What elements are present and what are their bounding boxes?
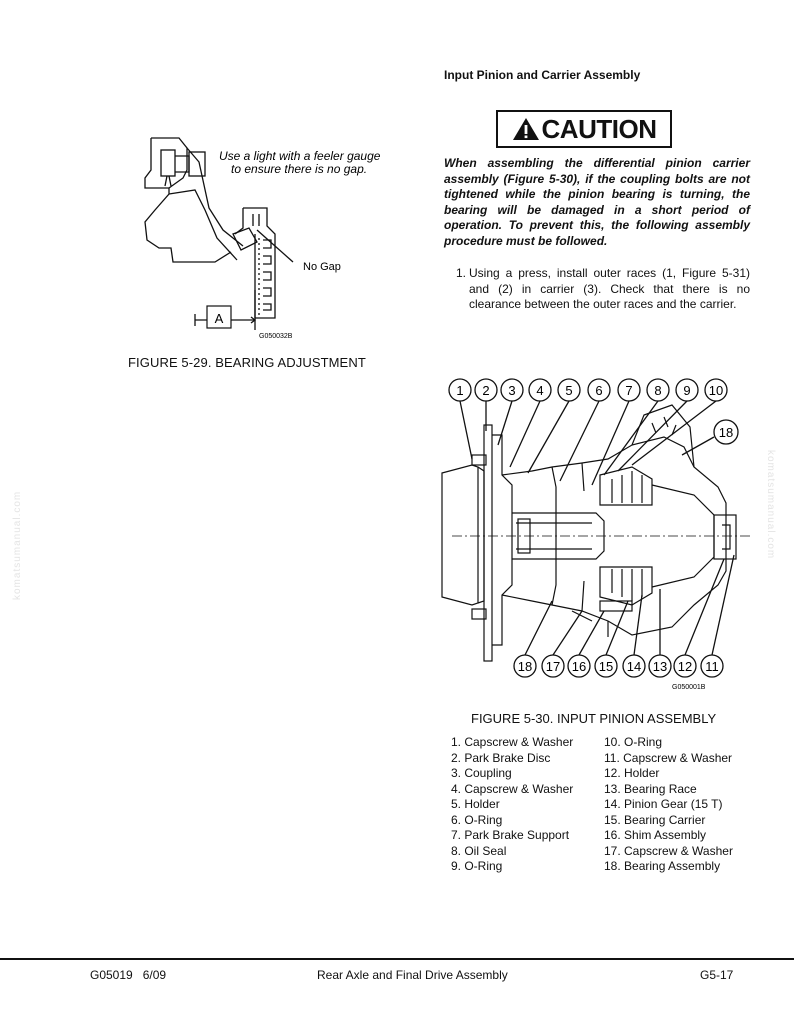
fig30-callout-14-bottom: 14: [626, 659, 642, 674]
caution-text: When assembling the differential pinion carrier assembly (Figure 5-30), if the coupling bolts are not tightened while the pinion bearing is turning, the bearing will be damaged in a short period of operation. To prevent this, the following assembly procedure must be followed.: [444, 156, 750, 248]
figure-5-29-caption: FIGURE 5-29. BEARING ADJUSTMENT: [128, 355, 366, 370]
legend-item: 6. O-Ring: [451, 812, 503, 827]
fig29-code: G050032B: [259, 333, 293, 340]
fig30-callout-18-bottom: 18: [517, 659, 533, 674]
step-1-text: Using a press, install outer races (1, Figure 5-31) and (2) in carrier (3). Check that there is no clearance between the outer races and the carrier.: [469, 266, 750, 311]
watermark-left: komatsumanual.com: [12, 490, 23, 600]
fig29-no-gap-label: No Gap: [303, 261, 341, 273]
figure-5-30-caption: FIGURE 5-30. INPUT PINION ASSEMBLY: [471, 711, 717, 726]
watermark-right: komatsumanual.com: [765, 450, 776, 560]
legend-item: 14. Pinion Gear (15 T): [604, 797, 723, 811]
fig30-callout-7: 7: [625, 383, 633, 398]
fig30-callout-18-side: 18: [718, 425, 734, 440]
legend-item: 4. Capscrew & Washer: [451, 781, 574, 796]
legend-item: 10. O-Ring: [604, 735, 663, 749]
legend-item: 11. Capscrew & Washer: [604, 750, 733, 765]
fig30-callout-9: 9: [683, 383, 691, 398]
fig30-callout-16-bottom: 16: [571, 659, 587, 674]
fig30-callout-10: 10: [708, 383, 724, 398]
legend-item: 8. Oil Seal: [451, 843, 507, 858]
footer-divider: [0, 958, 794, 960]
step-1-number: 1.: [456, 266, 467, 280]
legend-item: 9. O-Ring: [451, 859, 503, 873]
footer-document-id: G05019 6/09: [90, 968, 167, 982]
legend-item: 18. Bearing Assembly: [604, 859, 721, 873]
legend-item: 5. Holder: [451, 797, 500, 811]
legend-item: 7. Park Brake Support: [451, 828, 570, 842]
fig30-callout-2: 2: [482, 383, 490, 398]
figure-5-29-drawing: [125, 130, 410, 345]
legend-item: 1. Capscrew & Washer: [451, 735, 574, 749]
footer-page-number: G5-17: [700, 968, 734, 982]
fig30-callout-3: 3: [508, 383, 516, 398]
fig30-callout-4: 4: [536, 383, 544, 398]
legend-item: 2. Park Brake Disc: [451, 750, 551, 765]
legend-item: 13. Bearing Race: [604, 781, 697, 796]
warning-triangle-icon: [512, 117, 540, 141]
legend-item: 12. Holder: [604, 766, 660, 780]
fig30-callout-13-bottom: 13: [652, 659, 668, 674]
caution-label: CAUTION: [541, 113, 657, 144]
parts-legend-right: [604, 735, 733, 875]
fig30-callout-6: 6: [595, 383, 603, 398]
legend-item: 16. Shim Assembly: [604, 828, 707, 842]
legend-item: 15. Bearing Carrier: [604, 812, 706, 827]
section-heading: Input Pinion and Carrier Assembly: [444, 68, 641, 82]
fig30-callout-17-bottom: 17: [545, 659, 561, 674]
fig30-callout-8: 8: [654, 383, 662, 398]
fig30-code: G050001B: [672, 684, 706, 691]
figure-5-30-drawing: [432, 375, 762, 695]
footer-title: Rear Axle and Final Drive Assembly: [317, 968, 508, 982]
fig29-note-line-2: to ensure there is no gap.: [231, 162, 368, 176]
legend-item: 3. Coupling: [451, 766, 512, 780]
legend-item: 17. Capscrew & Washer: [604, 843, 733, 858]
fig29-a-label: A: [214, 311, 224, 326]
fig30-callout-5: 5: [565, 383, 573, 398]
step-1: [456, 266, 750, 313]
fig30-callout-15-bottom: 15: [598, 659, 614, 674]
fig30-callout-12-bottom: 12: [677, 659, 693, 674]
fig29-note-line-1: Use a light with a feeler gauge: [219, 149, 381, 163]
caution-banner: [496, 110, 672, 148]
fig30-callout-1: 1: [456, 383, 464, 398]
fig30-callout-11-bottom: 11: [705, 659, 719, 674]
parts-legend-left: [451, 735, 573, 875]
